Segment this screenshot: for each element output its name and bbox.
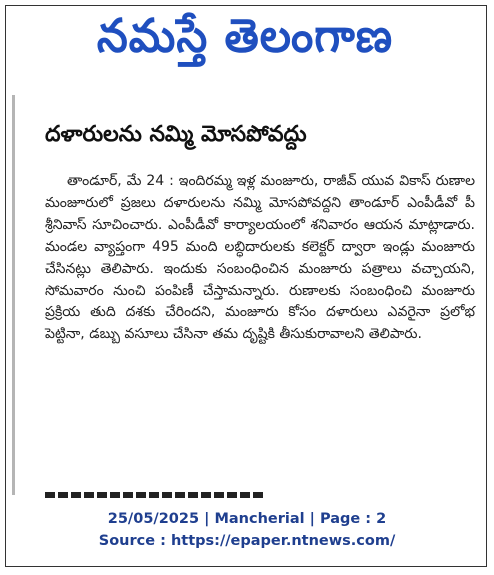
clipping-footer bbox=[0, 508, 494, 552]
article-paragraph: తాండూర్, మే 24 : ఇందిరమ్మ ఇళ్ల మంజూరు, రాజీవ్ యువ వికాస్ రుణాల మంజూరులో ప్రజలు దళారులను నమ్మి మోసపోవద్దని తాండూర్ ఎంపీడీవో పీ శ్రీనివాస్ సూచించారు. ఎంపీడీవో కార్యాలయంలో శనివారం ఆయన మాట్లాడారు. మండల వ్యాప్తంగా 495 మంది లబ్ధిదారులకు కలెక్టర్ ద్వారా ఇండ్లు మంజూరు చేసినట్లు తెలిపారు. ఇందుకు సంబంధించిన మంజూరు పత్రాలు వచ్చాయని, సోమవారం నుంచి పంపిణీ చేస్తామన్నారు. రుణాలకు సంబంధించి మంజూరు ప్రక్రియ తుది దశకు చేరిందని, మంజూరు కోసం దళారులు ఎవరైనా ప్రలోభ పెట్టినా, డబ్బు వసూలు చేసినా తమ దృష్టికి తీసుకురావాలని తెలిపారు. bbox=[45, 173, 475, 343]
next-article-cutoff bbox=[45, 492, 265, 498]
footer-source: Source : https://epaper.ntnews.com/ bbox=[98, 533, 396, 549]
article-headline: దళారులను నమ్మి మోసపోవద్దు bbox=[45, 122, 307, 147]
article-body bbox=[45, 171, 475, 346]
newspaper-masthead bbox=[40, 9, 450, 72]
footer-meta: 25/05/2025 | Mancherial | Page : 2 bbox=[107, 511, 387, 527]
masthead-title: నమస్తే తెలంగాణ bbox=[96, 9, 394, 63]
column-divider bbox=[12, 95, 15, 495]
